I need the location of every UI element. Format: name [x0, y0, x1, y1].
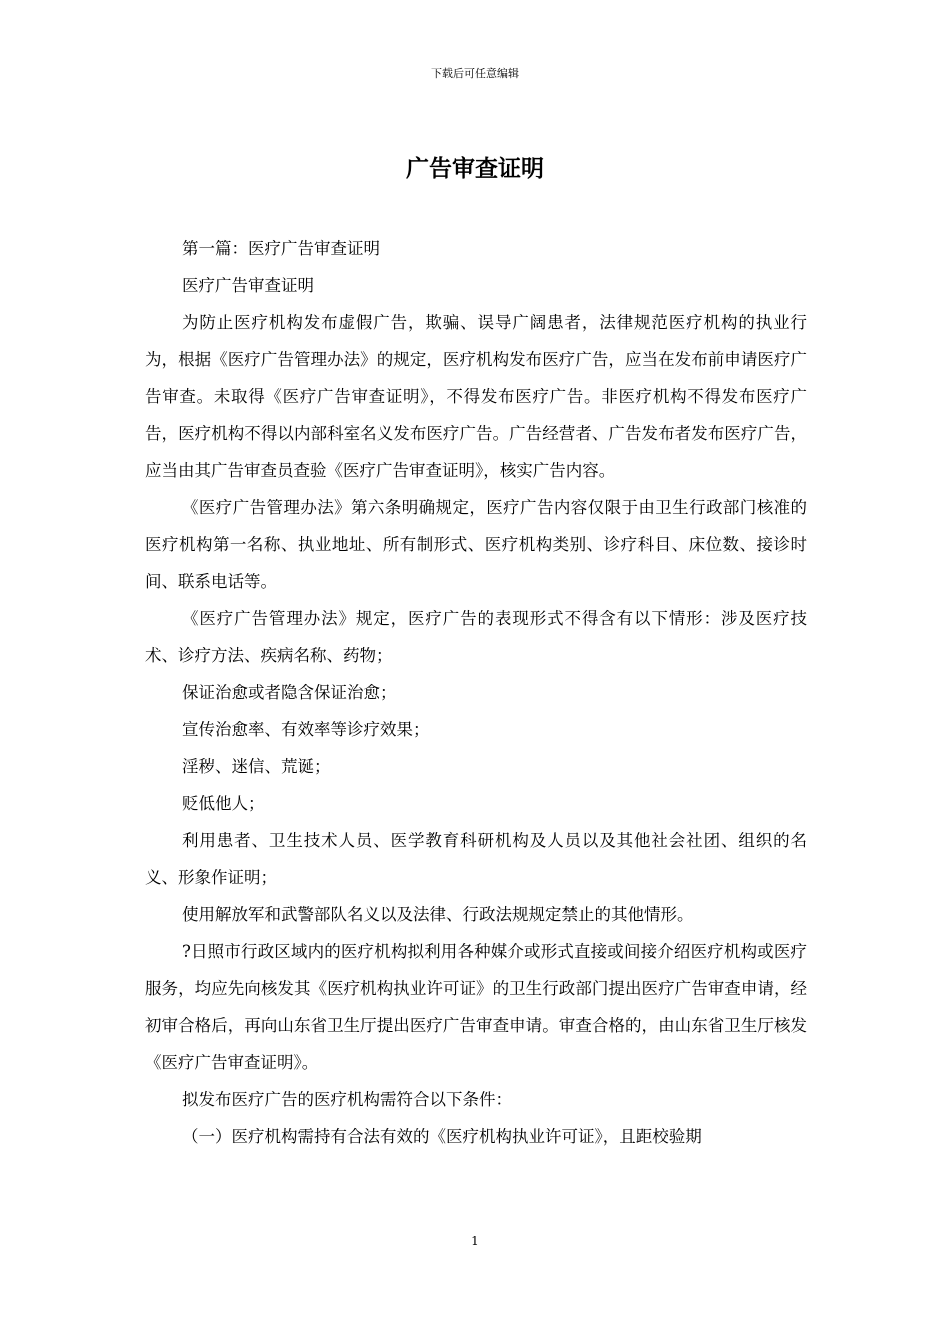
body-paragraph: 《医疗广告管理办法》第六条明确规定，医疗广告内容仅限于由卫生行政部门核准的医疗机构第一名称、执业地址、所有制形式、医疗机构类别、诊疗科目、床位数、接诊时间、联系电话等。	[145, 498, 807, 591]
list-item: 宣传治愈率、有效率等诊疗效果；	[182, 720, 430, 739]
body-paragraph: 为防止医疗机构发布虚假广告，欺骗、误导广阔患者，法律规范医疗机构的执业行为，根据《医疗广告管理办法》的规定，医疗机构发布医疗广告，应当在发布前申请医疗广告审查。未取得《医疗广告审查证明》，不得发布医疗广告。非医疗机构不得发布医疗广告，医疗机构不得以内部科室名义发布医疗广告。广告经营者、广告发布者发布医疗广告，应当由其广告审查员查验《医疗广告审查证明》，核实广告内容。	[145, 313, 807, 480]
list-item: 保证治愈或者隐含保证治愈；	[182, 683, 397, 702]
document-title: 广告审查证明	[406, 156, 544, 182]
page-number: 1	[471, 1234, 479, 1248]
list-item: 利用患者、卫生技术人员、医学教育科研机构及人员以及其他社会社团、组织的名义、形象作证明；	[145, 831, 807, 887]
document-body	[145, 230, 807, 1155]
subsection-heading: 医疗广告审查证明	[182, 276, 314, 295]
body-paragraph: 拟发布医疗广告的医疗机构需符合以下条件：	[182, 1090, 512, 1109]
list-item: 使用解放军和武警部队名义以及法律、行政法规规定禁止的其他情形。	[182, 905, 694, 924]
list-item: 淫秽、迷信、荒诞；	[182, 757, 331, 776]
list-item: 贬低他人；	[182, 794, 265, 813]
body-paragraph: ?日照市行政区域内的医疗机构拟利用各种媒介或形式直接或间接介绍医疗机构或医疗服务，均应先向核发其《医疗机构执业许可证》的卫生行政部门提出医疗广告审查申请，经初审合格后，再向山东省卫生厅提出医疗广告审查申请。审查合格的，由山东省卫生厅核发《医疗广告审查证明》。	[145, 942, 807, 1072]
body-paragraph: 《医疗广告管理办法》规定，医疗广告的表现形式不得含有以下情形：涉及医疗技术、诊疗方法、疾病名称、药物；	[145, 609, 807, 665]
body-paragraph: （一）医疗机构需持有合法有效的《医疗机构执业许可证》，且距校验期	[182, 1127, 702, 1146]
section-heading: 第一篇：医疗广告审查证明	[182, 239, 380, 258]
page-header-note: 下载后可任意编辑	[431, 67, 519, 80]
